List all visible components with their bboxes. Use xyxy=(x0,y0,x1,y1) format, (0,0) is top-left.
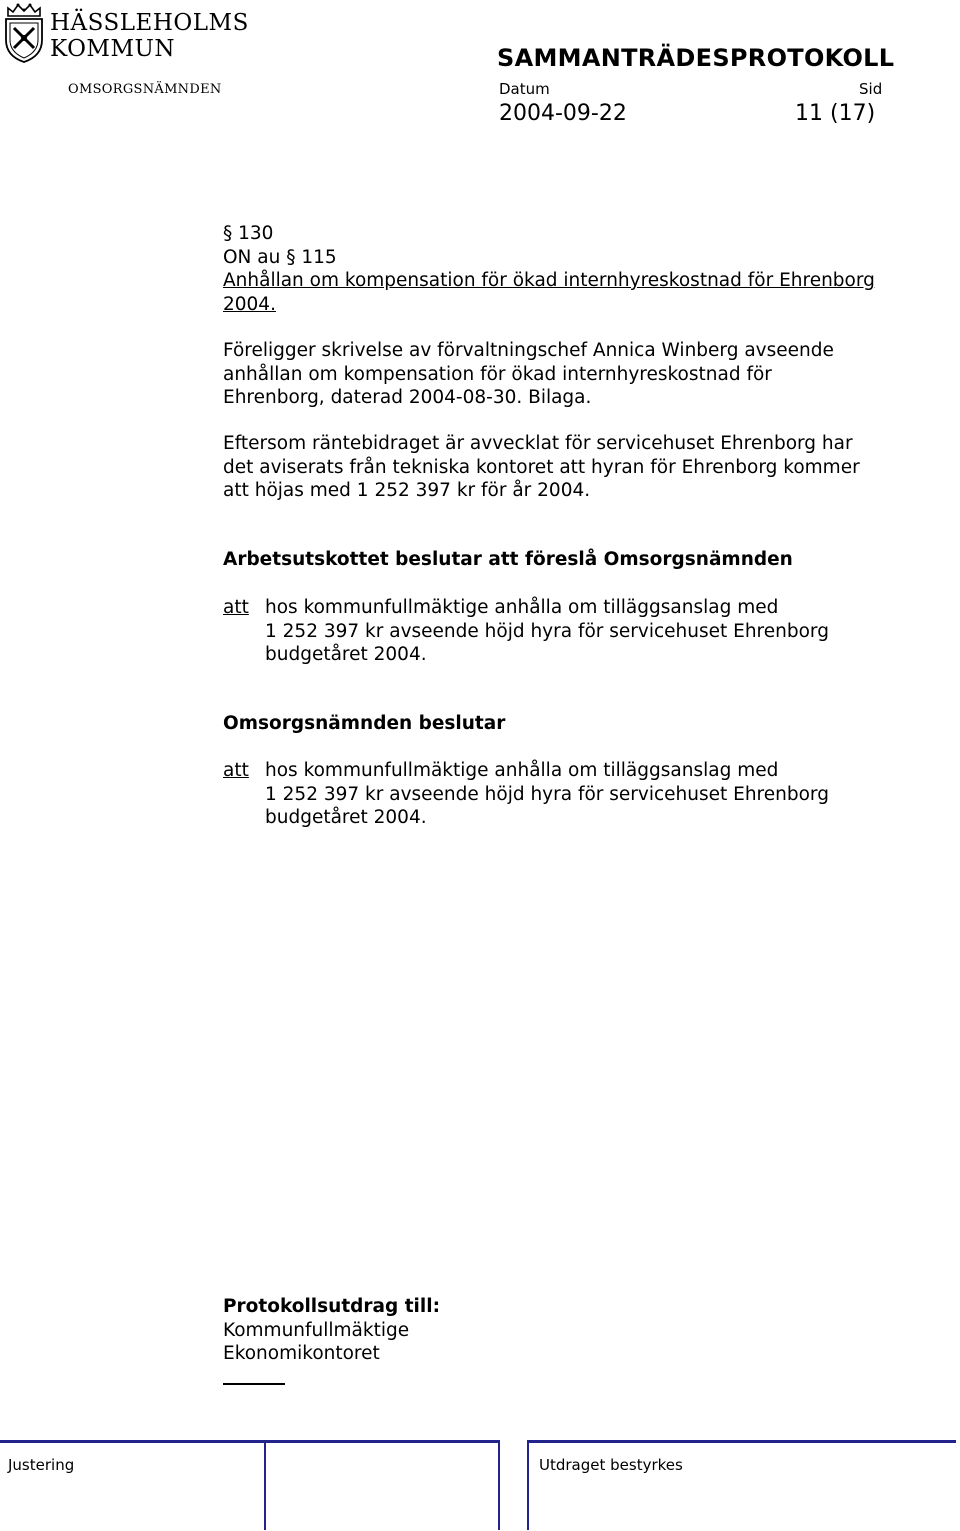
page-label: Sid xyxy=(859,80,883,98)
text-line: budgetåret 2004. xyxy=(265,807,427,828)
paragraph-number: § 130 xyxy=(223,223,274,244)
date-value: 2004-09-22 xyxy=(499,101,627,126)
text-line: Föreligger skrivelse av förvaltningschef Annica Winberg avseende xyxy=(223,340,834,361)
distribution-heading: Protokollsutdrag till: xyxy=(223,1296,440,1317)
au-decision-heading: Arbetsutskottet beslutar att föreslå Omsorgsnämnden xyxy=(223,549,793,570)
section-title-line1: Anhållan om kompensation för ökad internhyreskostnad för Ehrenborg xyxy=(223,270,875,291)
footer-divider xyxy=(264,1440,266,1530)
municipality-name-line1: HÄSSLEHOLMS xyxy=(50,10,249,36)
text-line: hos kommunfullmäktige anhålla om tilläggsanslag med xyxy=(265,760,779,781)
recipient: Kommunfullmäktige xyxy=(223,1319,410,1341)
document-title: SAMMANTRÄDESPROTOKOLL xyxy=(497,44,895,72)
on-decision-heading: Omsorgsnämnden beslutar xyxy=(223,713,506,734)
section-heading xyxy=(223,222,923,316)
au-paragraph-reference: ON au § 115 xyxy=(223,246,337,268)
date-label: Datum xyxy=(499,80,550,98)
footer-divider xyxy=(498,1440,500,1530)
text-line: Ehrenborg, daterad 2004-08-30. Bilaga. xyxy=(223,387,592,408)
distribution-list xyxy=(223,1295,923,1366)
municipality-name-line2: KOMMUN xyxy=(50,36,176,62)
footer-rule-left xyxy=(0,1440,498,1443)
text-line: det aviserats från tekniska kontoret att hyran för Ehrenborg kommer xyxy=(223,456,860,478)
on-decision-text xyxy=(265,759,829,830)
text-line: budgetåret 2004. xyxy=(265,644,427,665)
text-line: 1 252 397 kr avseende höjd hyra för servicehuset Ehrenborg xyxy=(265,620,829,642)
au-att-label: att xyxy=(223,597,249,618)
text-line: att höjas med 1 252 397 kr för år 2004. xyxy=(223,480,591,501)
text-line: hos kommunfullmäktige anhålla om tilläggsanslag med xyxy=(265,597,779,618)
text-line: anhållan om kompensation för ökad internhyreskostnad för xyxy=(223,363,772,385)
justering-label: Justering xyxy=(8,1456,75,1474)
certified-extract-label: Utdraget bestyrkes xyxy=(539,1456,683,1474)
footer-rule-right xyxy=(527,1440,956,1443)
paragraph-rent-increase xyxy=(223,432,923,503)
closing-line xyxy=(223,1383,285,1385)
on-att-label: att xyxy=(223,760,249,781)
municipality-name xyxy=(50,10,249,62)
paragraph-background xyxy=(223,339,923,410)
section-title-line2: 2004. xyxy=(223,293,276,315)
text-line: 1 252 397 kr avseende höjd hyra för servicehuset Ehrenborg xyxy=(265,783,829,805)
coat-of-arms-logo xyxy=(2,2,46,64)
text-line: Eftersom räntebidraget är avvecklat för servicehuset Ehrenborg har xyxy=(223,433,853,454)
committee-name: OMSORGSNÄMNDEN xyxy=(68,82,222,97)
footer-divider xyxy=(527,1440,529,1530)
page-value: 11 (17) xyxy=(795,101,876,126)
au-decision-text xyxy=(265,596,829,667)
recipient: Ekonomikontoret xyxy=(223,1343,380,1364)
